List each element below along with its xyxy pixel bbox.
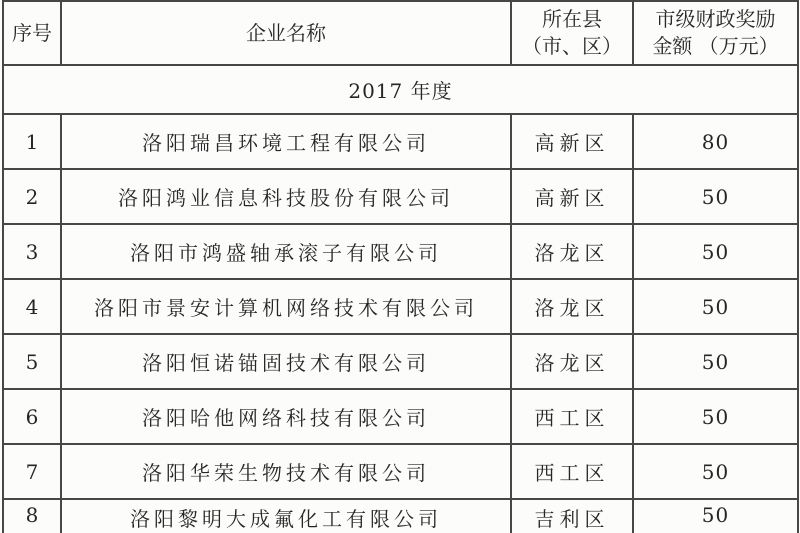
header-amount-line1: 市级财政奖励 [655, 7, 776, 31]
reward-amount: 50 [633, 389, 798, 444]
district: 高新区 [511, 169, 633, 224]
table-row [3, 444, 798, 499]
row-number: 3 [3, 224, 61, 279]
header-no: 序号 [3, 1, 61, 65]
header-district [511, 1, 633, 65]
header-district-line1: 所在县 [542, 7, 602, 31]
reward-amount: 80 [633, 114, 798, 169]
district: 西工区 [511, 389, 633, 444]
section-year-row [3, 65, 798, 114]
company-name: 洛阳瑞昌环境工程有限公司 [61, 114, 511, 169]
district: 吉利区 [511, 499, 633, 533]
row-number: 1 [3, 114, 61, 169]
reward-amount: 50 [633, 279, 798, 334]
reward-amount: 50 [633, 224, 798, 279]
reward-amount: 50 [633, 444, 798, 499]
company-name: 洛阳黎明大成氟化工有限公司 [61, 499, 511, 533]
district: 洛龙区 [511, 279, 633, 334]
company-name: 洛阳恒诺锚固技术有限公司 [61, 334, 511, 389]
district: 洛龙区 [511, 224, 633, 279]
row-number: 4 [3, 279, 61, 334]
reward-amount: 50 [633, 499, 798, 533]
table-header-row [3, 1, 798, 65]
reward-amount: 50 [633, 169, 798, 224]
table-row [3, 114, 798, 169]
district: 西工区 [511, 444, 633, 499]
header-district-line2: （市、区） [522, 34, 622, 58]
table-row [3, 389, 798, 444]
header-amount-line2: 金额 （万元） [652, 34, 779, 58]
row-number: 2 [3, 169, 61, 224]
row-number: 6 [3, 389, 61, 444]
award-table [2, 0, 799, 533]
district: 高新区 [511, 114, 633, 169]
section-year-label: 2017 年度 [3, 65, 798, 114]
company-name: 洛阳市鸿盛轴承滚子有限公司 [61, 224, 511, 279]
table-row [3, 169, 798, 224]
company-name: 洛阳鸿业信息科技股份有限公司 [61, 169, 511, 224]
company-name: 洛阳华荣生物技术有限公司 [61, 444, 511, 499]
district: 洛龙区 [511, 334, 633, 389]
table-row [3, 279, 798, 334]
table-row [3, 334, 798, 389]
table-row [3, 224, 798, 279]
row-number: 5 [3, 334, 61, 389]
header-amount [633, 1, 798, 65]
company-name: 洛阳哈他网络科技有限公司 [61, 389, 511, 444]
company-name: 洛阳市景安计算机网络技术有限公司 [61, 279, 511, 334]
reward-amount: 50 [633, 334, 798, 389]
table-row-partial [3, 499, 798, 533]
header-company: 企业名称 [61, 1, 511, 65]
row-number: 7 [3, 444, 61, 499]
row-number: 8 [3, 499, 61, 533]
